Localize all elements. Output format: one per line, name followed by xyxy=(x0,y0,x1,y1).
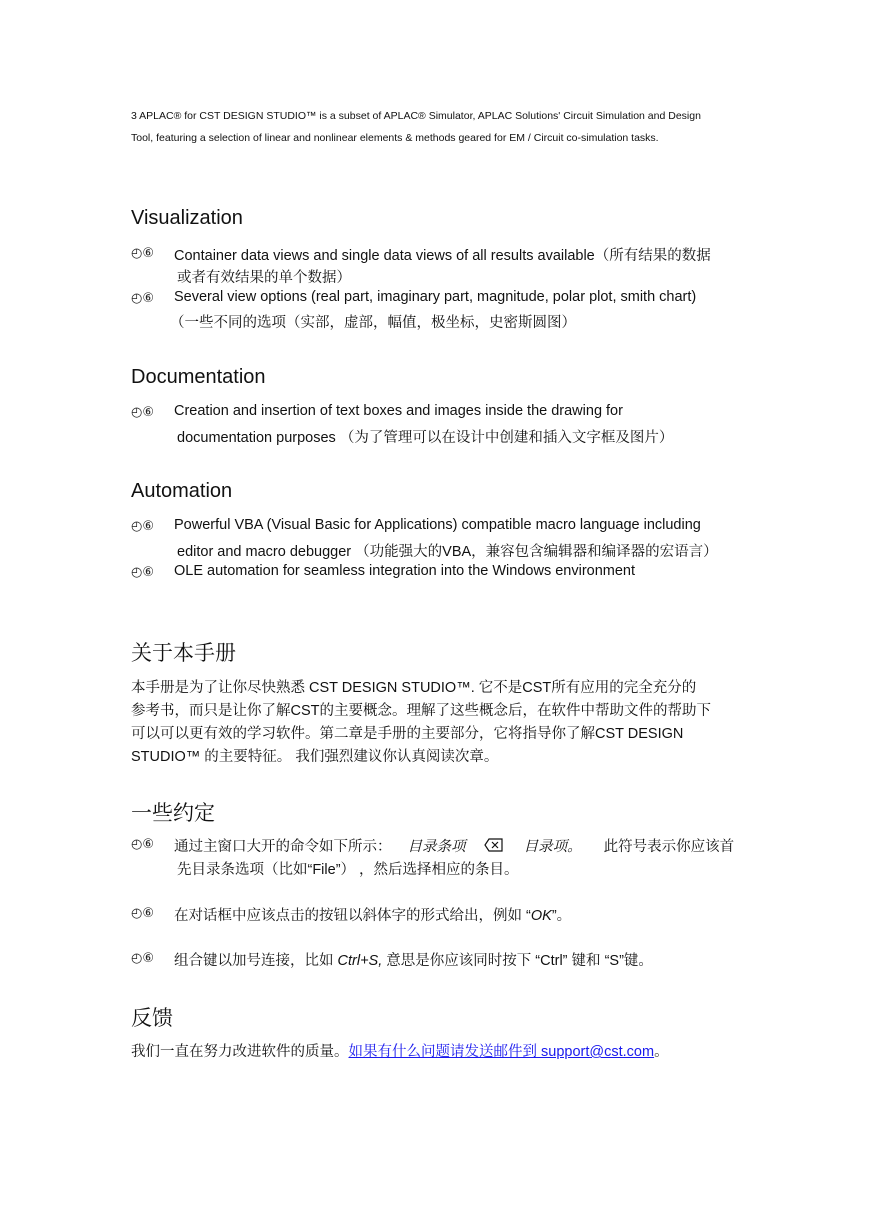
footnote-line-1: 3 APLAC® for CST DESIGN STUDIO™ is a subset of APLAC® Simulator, APLAC Solutions' Circuit Simulation and Design xyxy=(131,110,701,122)
conventions-bullet-2 xyxy=(174,904,571,925)
support-email-link[interactable]: 如果有什么问题请发送邮件到 support@cst.com xyxy=(348,1044,655,1060)
menu-item-example: 目录项。 xyxy=(523,839,582,855)
feedback-line xyxy=(131,1040,669,1061)
bullet-marker: ◴⑥ xyxy=(131,291,154,306)
conventions-bullet-1-pre: 通过主窗口大开的命令如下所示： xyxy=(174,839,392,855)
visualization-bullet-2-line-1: Several view options (real part, imaginary part, magnitude, polar plot, smith chart) xyxy=(174,289,697,305)
automation-heading: Automation xyxy=(131,480,233,502)
conventions-bullet-3 xyxy=(174,949,653,970)
conventions-bullet-3-post: 意思是你应该同时按下 “Ctrl” 键和 “S”键。 xyxy=(382,953,653,969)
documentation-bullet-1-line-1: Creation and insertion of text boxes and images inside the drawing for xyxy=(174,403,623,419)
bullet-marker: ◴⑥ xyxy=(131,246,154,261)
about-line-2: 参考书，而只是让你了解CST的主要概念。理解了这些概念后，在软件中帮助文件的帮助下 xyxy=(131,703,711,719)
conventions-bullet-1-line-2: 先目录条选项（比如“File”） ，然后选择相应的条目。 xyxy=(177,862,519,878)
visualization-bullet-2-line-2: （一些不同的选项（实部，虚部，幅值，极坐标，史密斯圆图） xyxy=(170,315,576,331)
menu-bar-item-example: 目录条项 xyxy=(407,839,466,855)
conventions-heading: 一些约定 xyxy=(131,801,215,825)
bullet-marker: ◴⑥ xyxy=(131,565,154,580)
about-heading: 关于本手册 xyxy=(131,641,236,665)
about-line-3: 可以可以更有效的学习软件。第二章是手册的主要部分，它将指导你了解CST DESIGN xyxy=(131,726,684,742)
bullet-marker: ◴⑥ xyxy=(131,405,154,420)
bullet-marker: ◴⑥ xyxy=(131,519,154,534)
feedback-end: 。 xyxy=(654,1044,669,1060)
footnote-line-2: Tool, featuring a selection of linear and nonlinear elements & methods geared for EM / Circuit co-simulation tasks. xyxy=(131,132,659,144)
automation-bullet-1-line-1: Powerful VBA (Visual Basic for Applications) compatible macro language including xyxy=(174,517,701,533)
conventions-bullet-1-line-1 xyxy=(174,835,734,856)
automation-bullet-1-line-2: editor and macro debugger （功能强大的VBA，兼容包含编辑器和编译器的宏语言） xyxy=(177,544,718,560)
conventions-bullet-2-pre: 在对话框中应该点击的按钮以斜体字的形式给出，例如 “ xyxy=(174,908,531,924)
bullet-marker: ◴⑥ xyxy=(131,837,154,852)
bullet-marker: ◴⑥ xyxy=(131,906,154,921)
conventions-bullet-3-pre: 组合键以加号连接，比如 xyxy=(174,953,338,969)
about-line-4: STUDIO™ 的主要特征。 我们强烈建议你认真阅读次章。 xyxy=(131,749,499,765)
documentation-bullet-1-line-2: documentation purposes （为了管理可以在设计中创建和插入文字框及图片） xyxy=(177,430,674,446)
visualization-heading: Visualization xyxy=(131,207,243,229)
conventions-bullet-2-post: ”。 xyxy=(551,908,572,924)
automation-bullet-2-line-1: OLE automation for seamless integration into the Windows environment xyxy=(174,563,636,579)
visualization-bullet-1-line-2: 或者有效结果的单个数据） xyxy=(177,270,351,286)
documentation-heading: Documentation xyxy=(131,366,266,388)
ok-example: OK xyxy=(530,908,552,924)
feedback-text: 我们一直在努力改进软件的质量。 xyxy=(131,1044,349,1060)
conventions-bullet-1-post: 此符号表示你应该首 xyxy=(603,839,735,855)
about-line-1: 本手册是为了让你尽快熟悉 CST DESIGN STUDIO™. 它不是CST所有应用的完全充分的 xyxy=(131,680,697,696)
visualization-bullet-1-line-1: Container data views and single data views of all results available（所有结果的数据 xyxy=(174,248,711,264)
feedback-heading: 反馈 xyxy=(131,1006,173,1030)
menu-arrow-icon xyxy=(484,838,504,856)
bullet-marker: ◴⑥ xyxy=(131,951,154,966)
ctrl-s-example: Ctrl+S, xyxy=(337,953,383,969)
